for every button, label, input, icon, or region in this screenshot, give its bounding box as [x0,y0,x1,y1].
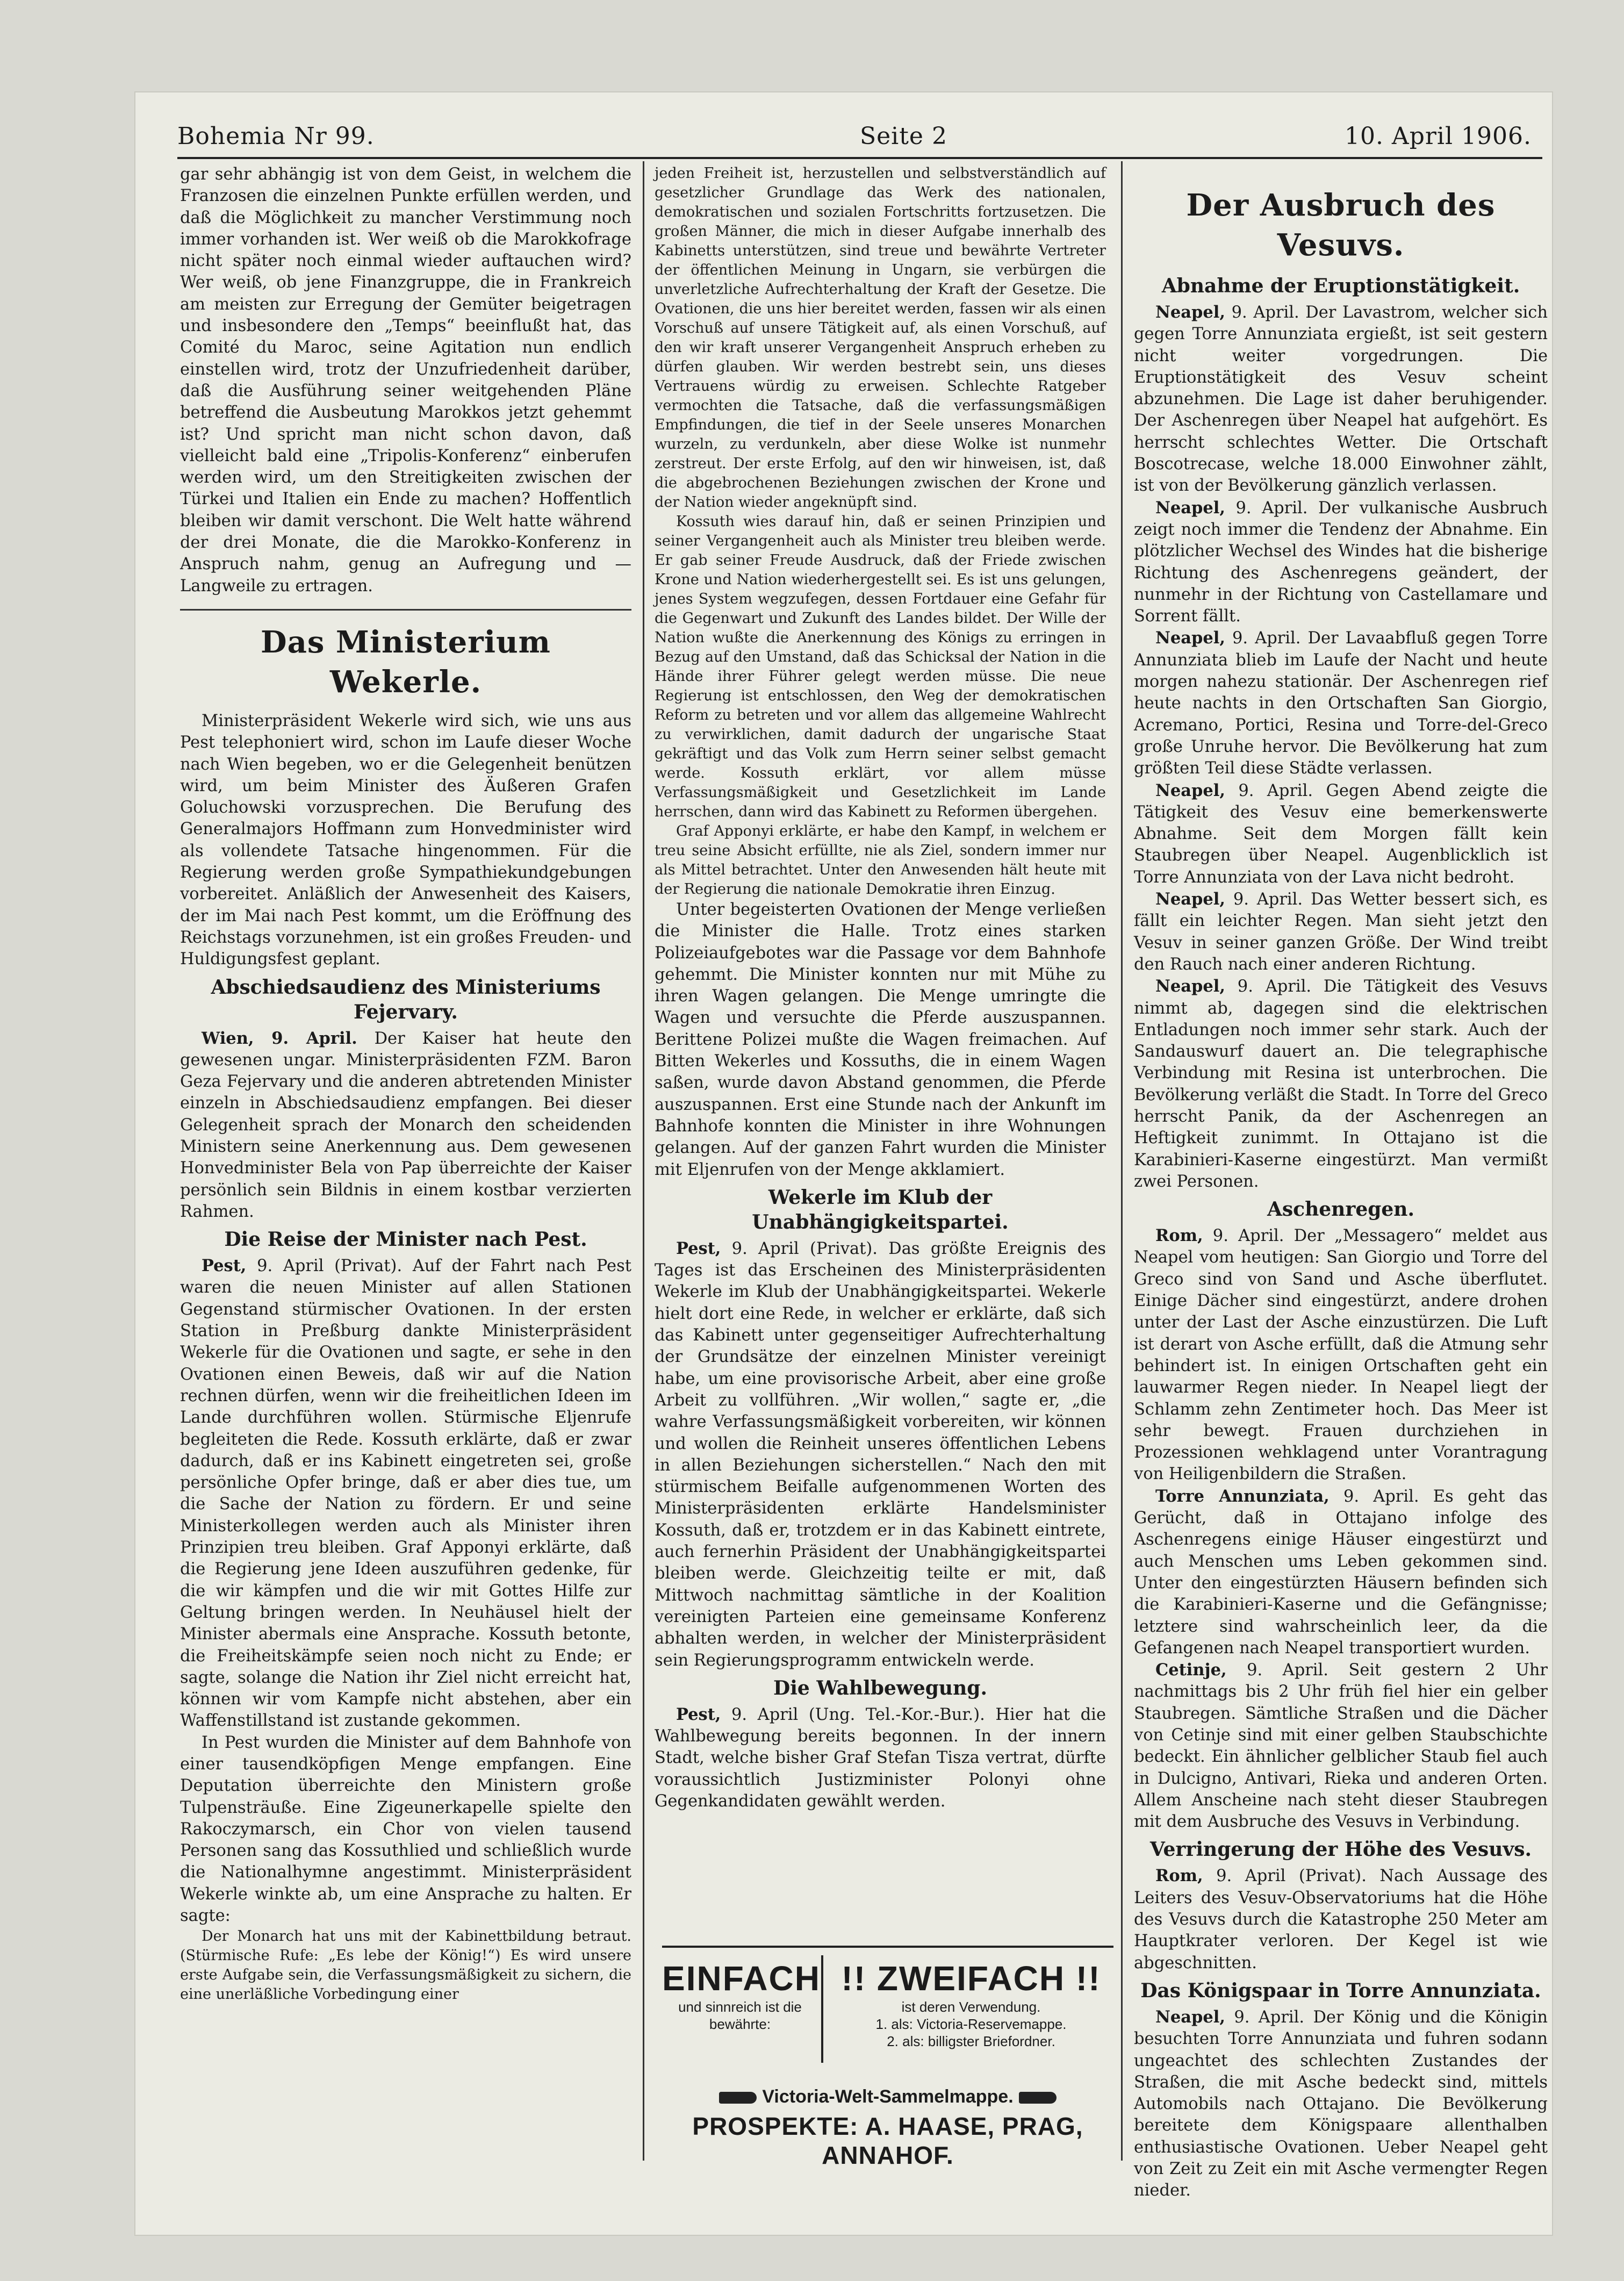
dateline: Neapel, [1155,977,1225,996]
header-date: 10. April 1906. [1344,123,1532,150]
paragraph: Neapel, 9. April. Der König und die Königin besuchten Torre Annunziata und fuhren sodann ungeachtet des schlechten Zustandes der Straßen, die mit Asche bedeckt sind, mittels Automobils nach Ottajano. Die Bevölkerung bereitete dem Königspaare allenthalben enthusiastische Ovationen. Ueber Neapel geht von Zeit zu Zeit ein mit Asche vermengter Regen nieder. [1134,2007,1548,2200]
paragraph: Wien, 9. April. Der Kaiser hat heute den gewesenen ungar. Ministerpräsidenten FZM. Baron Geza Fejervary und die anderen abtretenden Minister einzeln in Abschiedsaudienz empfangen. Bei dieser Gelegenheit sprach der Monarch den scheidenden Ministern seine Anerkennung aus. Dem gewesenen Honvedminister Bela von Pap überreichte der Kaiser persönlich sein Bildnis in einem kostbar verzierten Rahmen. [180,1028,631,1221]
header-page-number: Seite 2 [860,123,947,150]
paragraph: In Pest wurden die Minister auf dem Bahnhofe von einer tausendköpfigen Menge empfangen. Eine Deputation überreichte den Ministern große Tulpensträuße. Eine Zigeunerkapelle spielte den Rakoczymarsch, ein Chor von vielen tausend Personen sang das Kossuthlied und schließlich wurde die Nationalhymne angestimmt. Ministerpräsident Wekerle winkte ab, um eine Ansprache zu halten. Er sagte: [180,1733,631,1926]
paragraph: Neapel, 9. April. Das Wetter bessert sich, es fällt ein leichter Regen. Man sieht jetzt den Vesuv in seiner ganzen Größe. Der Wind treibt den Rauch nach einer anderen Richtung. [1134,890,1548,974]
section-rule [180,609,631,611]
subheading-klub: Wekerle im Klub der Unabhängigkeitspartei. [752,1186,1009,1233]
dateline: Neapel, [1155,890,1225,909]
subheading-verringerung: Verringerung der Höhe des Vesuvs. [1149,1838,1532,1861]
dateline: Neapel, [1155,303,1225,322]
column-divider-2 [1121,161,1123,2161]
dateline: Neapel, [1155,628,1225,648]
dateline: Pest, [676,1238,721,1258]
dateline: Torre Annunziata, [1155,1486,1330,1506]
ad-left-panel [662,1959,821,2033]
paragraph: Neapel, 9. April. Gegen Abend zeigte die Tätigkeit des Vesuv eine bemerkenswerte Abnahme. Seit dem Morgen fällt kein Staubregen über Neapel. Augenblicklich ist Torre Annunziata von der Lava nicht bedroht. [1134,780,1548,887]
dateline: Pest, [202,1256,247,1276]
header-rule [177,157,1542,159]
ad-zweifach: !! ZWEIFACH !! [841,1959,1101,1998]
ad-right-text-2: 1. als: Victoria-Reservemappe. [875,2016,1067,2032]
column-divider-1 [643,161,644,2161]
paragraph: Rom, 9. April. Der „Messagero“ meldet aus Neapel vom heutigen: San Giorgio und Torre del Greco sind von Sand und Asche überflutet. Einige Dächer sind eingestürzt, andere drohen unter der Last der Asche einzustürzen. Die Luft ist derart von Asche erfüllt, daß die Atmung sehr behindert ist. In einigen Ortschaften geht ein lauwarmer Regen nieder. In Neapel liegt der Schlamm zehn Zentimeter hoch. Das Meer ist sehr bewegt. Frauen durchziehen in Prozessionen wehklagend unter Vorantragung von Heiligenbildern die Straßen. [1134,1226,1548,1484]
header-issue: Bohemia Nr 99. [177,123,375,150]
page-header [177,123,1553,160]
advertisement [662,1946,1113,2169]
dateline: Rom, [1155,1866,1203,1886]
subheading-abnahme: Abnahme der Eruptionstätigkeit. [1161,275,1520,297]
paragraph: Der Monarch hat uns mit der Kabinettbildung betraut. (Stürmische Rufe: „Es lebe der König!“) Es wird unsere erste Aufgabe sein, die Verfassungsmäßigkeit zu sichern, die eine unerläßliche Vorbedingung einer [180,1928,631,2003]
paragraph: Neapel, 9. April. Der vulkanische Ausbruch zeigt noch immer die Tendenz der Abnahme. Ein plötzlicher Wechsel des Windes hat die bisherige Richtung des Aschenregens geändert, der nunmehr in der Richtung von Castellamare und Sorrent fällt. [1134,498,1548,626]
paragraph: Neapel, 9. April. Die Tätigkeit des Vesuvs nimmt ab, dagegen sind die elektrischen Entladungen noch immer sehr stark. Auch der Sandauswurf dauert an. Die telegraphische Verbindung mit Resina ist unterbrochen. Die Bevölkerung verläßt die Stadt. In Torre del Greco herrscht Panik, da der Aschenregen an Heftigkeit zunimmt. In Ottajano ist die Karabinieri-Kaserne eingestürzt. Man vermißt zwei Personen. [1134,977,1548,1191]
ad-left-text: und sinnreich ist die bewährte: [678,1999,802,2032]
dateline: Neapel, [1155,498,1225,518]
column-2 [655,164,1106,1986]
subheading-abschiedsaudienz: Abschiedsaudienz des Ministeriums Fejervary. [211,975,601,1023]
ad-right-text-3: 2. als: billigster Briefordner. [887,2033,1055,2049]
paragraph: Rom, 9. April (Privat). Nach Aussage des Leiters des Vesuv-Observatoriums hat die Höhe des Vesuvs durch die Katastrophe 250 Meter am Hauptkrater verloren. Der Kegel ist wie abgeschnitten. [1134,1866,1548,1972]
paragraph: Pest, 9. April (Privat). Auf der Fahrt nach Pest waren die neuen Minister auf allen Stationen Gegenstand stürmischer Ovationen. In der ersten Station in Preßburg dankte Ministerpräsident Wekerle für die Ovationen und sagte, er sehe in den Ovationen einen Beweis, daß wir auf die Nation rechnen dürfen, wenn wir die freiheitlichen Ideen im Lande durchführen wollen. Stürmische Eljenrufe begleiteten die Rede. Kossuth erklärte, daß er zwar dadurch, daß er ins Kabinett eingetreten sei, große persönliche Opfer bringe, daß er aber dies tue, um die Sache der Nation zu fördern. Er und seine Ministerkollegen werden auch als Minister ihren Prinzipien treu bleiben. Graf Apponyi erklärte, daß die Regierung jene Ideen auszuführen gedenke, für die wir kämpfen und die wir mit Gottes Hilfe zur Geltung bringen werden. In Neuhäusel hielt der Minister abermals eine Ansprache. Kossuth betonte, die Freiheitskämpfe seien noch nicht zu Ende; er sagte, solange die Nation ihr Ziel nicht erreicht hat, können wir vom Kampfe nicht abstehen, aber ein Waffenstillstand ist zustande gekommen. [180,1256,631,1731]
paragraph: Graf Apponyi erklärte, er habe den Kampf, in welchem er treu seine Absicht erfüllte, nie als Ziel, sondern immer nur als Mittel betrachtet. Unter den Anwesenden hält heute mit der Regierung die nationale Demokratie ihren Einzug. [655,823,1106,898]
paragraph: Neapel, 9. April. Der Lavastrom, welcher sich gegen Torre Annunziata ergießt, ist seit gestern nicht weiter vorgedrungen. Die Eruptionstätigkeit des Vesuv scheint abzunehmen. Die Lage ist daher beruhigender. Der Aschenregen über Neapel hat aufgehört. Es herrscht schlechtes Wetter. Die Ortschaft Boscotrecase, welche 18.000 Einwohner zählt, ist von der Bevölkerung gänzlich verlassen. [1134,303,1548,496]
article-title-ministerium: Das Ministerium Wekerle. [261,624,551,700]
dateline: Pest, [676,1704,721,1724]
pointing-hand-icon [1019,2092,1057,2104]
paragraph: Torre Annunziata, 9. April. Es geht das Gerücht, daß in Ottajano infolge des Aschenregens einige Häuser eingestürzt und auch Menschen ums Leben gekommen sind. Unter den eingestürzten Häusern befinden sich die Karabinieri-Kaserne und die Gefängnisse; letztere sind wahrscheinlich leer, da die Gefangenen nach Neapel transportiert wurden. [1134,1486,1548,1658]
ad-right-panel [829,1959,1113,2050]
paragraph: Neapel, 9. April. Der Lavaabfluß gegen Torre Annunziata blieb im Laufe der Nacht und heute morgen nahezu stationär. Der Aschenregen rief heute nachts in den Ortschaften San Giorgio, Acremano, Portici, Resina und Torre-del-Greco große Unruhe hervor. Die Bevölkerung hat zum größten Teil diese Städte verlassen. [1134,628,1548,778]
subheading-koenigspaar: Das Königspaar in Torre Annunziata. [1140,1979,1541,2002]
column-3 [1134,164,1548,2200]
paragraph: Unter begeisterten Ovationen der Menge verließen die Minister die Halle. Trotz eines starken Polizeiaufgebotes war die Passage vor dem Bahnhofe gehemmt. Die Minister konnten nur mit Mühe zu ihren Wagen gelangen. Die Menge umringte die Wagen und versuchte die Pferde auszuspannen. Berittene Polizei mußte die Wagen freimachen. Auf Bitten Wekerles und Kossuths, die in einem Wagen saßen, wurde davon Abstand genommen, die Pferde auszuspannen. Erst eine Stunde nach der Ankunft im Bahnhofe konnten die Minister in ihre Wohnungen gelangen. Auf der ganzen Fahrt wurden die Minister mit Eljenrufen von der Menge akklamiert. [655,900,1106,1179]
ad-divider [821,1955,823,2063]
ad-right-text-1: ist deren Verwendung. [901,1999,1041,2015]
subheading-reise: Die Reise der Minister nach Pest. [224,1228,587,1251]
paragraph: Pest, 9. April (Ung. Tel.-Kor.-Bur.). Hier hat die Wahlbewegung bereits begonnen. In der innern Stadt, welche bisher Graf Stefan Tisza vertrat, dürfte voraussichtlich Justizminister Polonyi ohne Gegenkandidaten gewählt werden. [655,1704,1106,1811]
dateline: Neapel, [1155,2007,1225,2027]
paragraph: Pest, 9. April (Privat). Das größte Ereignis des Tages ist das Erscheinen des Ministerpräsidenten Wekerle im Klub der Unabhängigkeitspartei. Wekerle hielt dort eine Rede, in welcher er erklärte, daß sich das Kabinett unter gegenseitiger Aufrechterhaltung der Grundsätze der einzelnen Minister vereinigt habe, um eine provisorische Arbeit, aber eine große Arbeit zu vollführen. „Wir wollen,“ sagte er, „die wahre Verfassungsmäßigkeit vorbereiten, wir können und wollen die Reinheit unseres öffentlichen Lebens in allen Beziehungen sicherstellen.“ Nach den mit stürmischem Beifalle aufgenommenen Worten des Ministerpräsidenten erklärte Handelsminister Kossuth, daß er, trotzdem er in das Kabinett eintrete, auch fernerhin Präsident der Unabhängigkeitspartei bleiben werde. Gleichzeitig teilte er mit, daß Mittwoch nachmittag sämtliche in der Koalition vereinigten Parteien eine gemeinsame Konferenz abhalten werden, in welcher der Ministerpräsident sein Regierungsprogramm entwickeln werde. [655,1238,1106,1670]
article-continuation: gar sehr abhängig ist von dem Geist, in welchem die Franzosen die einzelnen Punkte erfüllen werden, und daß die Möglichkeit zu mancher Verstimmung noch immer vorhanden ist. Wer weiß ob die Marokkofrage nicht später noch einmal wieder auftauchen wird? Wer weiß, ob jene Finanzgruppe, die in Frankreich am meisten zur Erregung der Gemüter beigetragen und insbesondere den „Temps“ beeinflußt hat, das Comité du Maroc, seine Agitation nun endlich einstellen wird, trotz der Unzufriedenheit darüber, daß die Ausführung seiner weitgehenden Pläne betreffend die Ausbeutung Marokkos jetzt gehemmt ist? Und spricht man nicht schon davon, daß vielleicht bald eine „Tripolis-Konferenz“ einberufen werden wird, um den Streitigkeiten zwischen der Türkei und Italien ein Ende zu machen? Hoffentlich bleiben wir damit verschont. Die Welt hatte während der drei Monate, die die Marokko-Konferenz in Anspruch nahm, genug an Aufregung und — Langweile zu ertragen. [180,165,631,596]
paragraph: Ministerpräsident Wekerle wird sich, wie uns aus Pest telephoniert wird, schon im Laufe dieser Woche nach Wien begeben, wo er die Gelegenheit benützen wird, um beim Minister des Äußeren Grafen Goluchowski vorzusprechen. Die Berufung des Generalmajors Hoffmann zum Honvedminister wird als vollendete Tatsache hingenommen. Für die Regierung werden große Sympathiekundgebungen vorbereitet. Anläßlich der Anwesenheit des Kaisers, der im Mai nach Pest kommt, um die Eröffnung des Reichstags vorzunehmen, ist ein großes Freuden- und Huldigungsfest geplant. [180,711,631,969]
subheading-aschenregen: Aschenregen. [1267,1198,1415,1221]
dateline: Cetinje, [1155,1660,1227,1680]
dateline: Wien, 9. April. [202,1028,357,1048]
dateline: Rom, [1155,1226,1203,1246]
article-continuation: jeden Freiheit ist, herzustellen und selbstverständlich auf gesetzlicher Grundlage das Werk des nationalen, demokratischen und sozialen Fortschritts fortzusetzen. Die großen Männer, die mich in dieser Aufgabe innerhalb des Kabinetts unterstützen, sind treue und bewährte Vertreter der öffentlichen Meinung in Ungarn, sie verbürgen die unverletzliche Aufrechterhaltung der Kraft der Gesetze. Die Ovationen, die uns hier bereitet werden, fassen wir als einen Vorschuß auf unsere Tätigkeit auf, als einen Vorschuß, auf den wir kraft unserer Vergangenheit Anspruch erheben zu dürfen glauben. Wir werden bestrebt sein, uns dieses Vertrauens würdig zu erweisen. Schlechte Ratgeber vermochten die Tatsache, daß die verfassungsmäßigen Empfindungen, die tief in der Seele unseres Monarchen wurzeln, zu verdunkeln, aber diese Wolke ist nunmehr zerstreut. Der erste Erfolg, auf den wir hinweisen, ist, daß die abgebrochenen Beziehungen zwischen der Krone und der Nation wieder angeknüpft sind. [655,165,1106,511]
dateline: Neapel, [1155,780,1225,800]
ad-product-line: Victoria-Welt-Sammelmappe. [662,2086,1113,2107]
article-title-vesuv: Der Ausbruch des Vesuvs. [1186,188,1496,263]
ad-einfach: EINFACH [662,1959,821,1998]
column-1 [180,164,631,2120]
paragraph: Kossuth wies darauf hin, daß er seinen Prinzipien und seiner Vergangenheit auch als Minister treu bleiben werde. Er gab seiner Freude Ausdruck, daß der Friede zwischen Krone und Nation wiederhergestellt sei. Es ist uns gelungen, jenes System wegzufegen, dessen Fortdauer eine Gefahr für die Gegenwart und Zukunft des Landes bildet. Der Wille der Nation wußte die Anerkennung des Königs zu erringen in Bezug auf den Umstand, daß das Schicksal der Nation in die Hände ihrer Führer gelegt werden müsse. Die neue Regierung ist entschlossen, den Weg der demokratischen Reform zu betreten und vor allem das allgemeine Wahlrecht zu verwirklichen, damit dadurch der ungarische Staat gekräftigt und das Volk zum Herrn seiner selbst gemacht werde. Kossuth erklärt, vor allem müsse Verfassungsmäßigkeit und Gesetzlichkeit im Lande herrschen, dann wird das Kabinett zu Reformen übergehen. [655,513,1106,820]
ad-prospekte: PROSPEKTE: A. HAASE, PRAG, ANNAHOF. [692,2112,1083,2169]
subheading-wahlbewegung: Die Wahlbewegung. [773,1676,987,1699]
pointing-hand-icon [719,2092,757,2104]
paragraph: Cetinje, 9. April. Seit gestern 2 Uhr nachmittags bis 2 Uhr früh fiel hier ein gelber Staubregen. Sämtliche Straßen und die Dächer von Cetinje sind mit einer gelben Staubschichte bedeckt. Ein ähnlicher gelblicher Staub fiel auch in Dulcigno, Antivari, Rieka und anderen Orten. Allem Anscheine nach steht dieser Staubregen mit dem Ausbruche des Vesuvs in Verbindung. [1134,1660,1548,1832]
